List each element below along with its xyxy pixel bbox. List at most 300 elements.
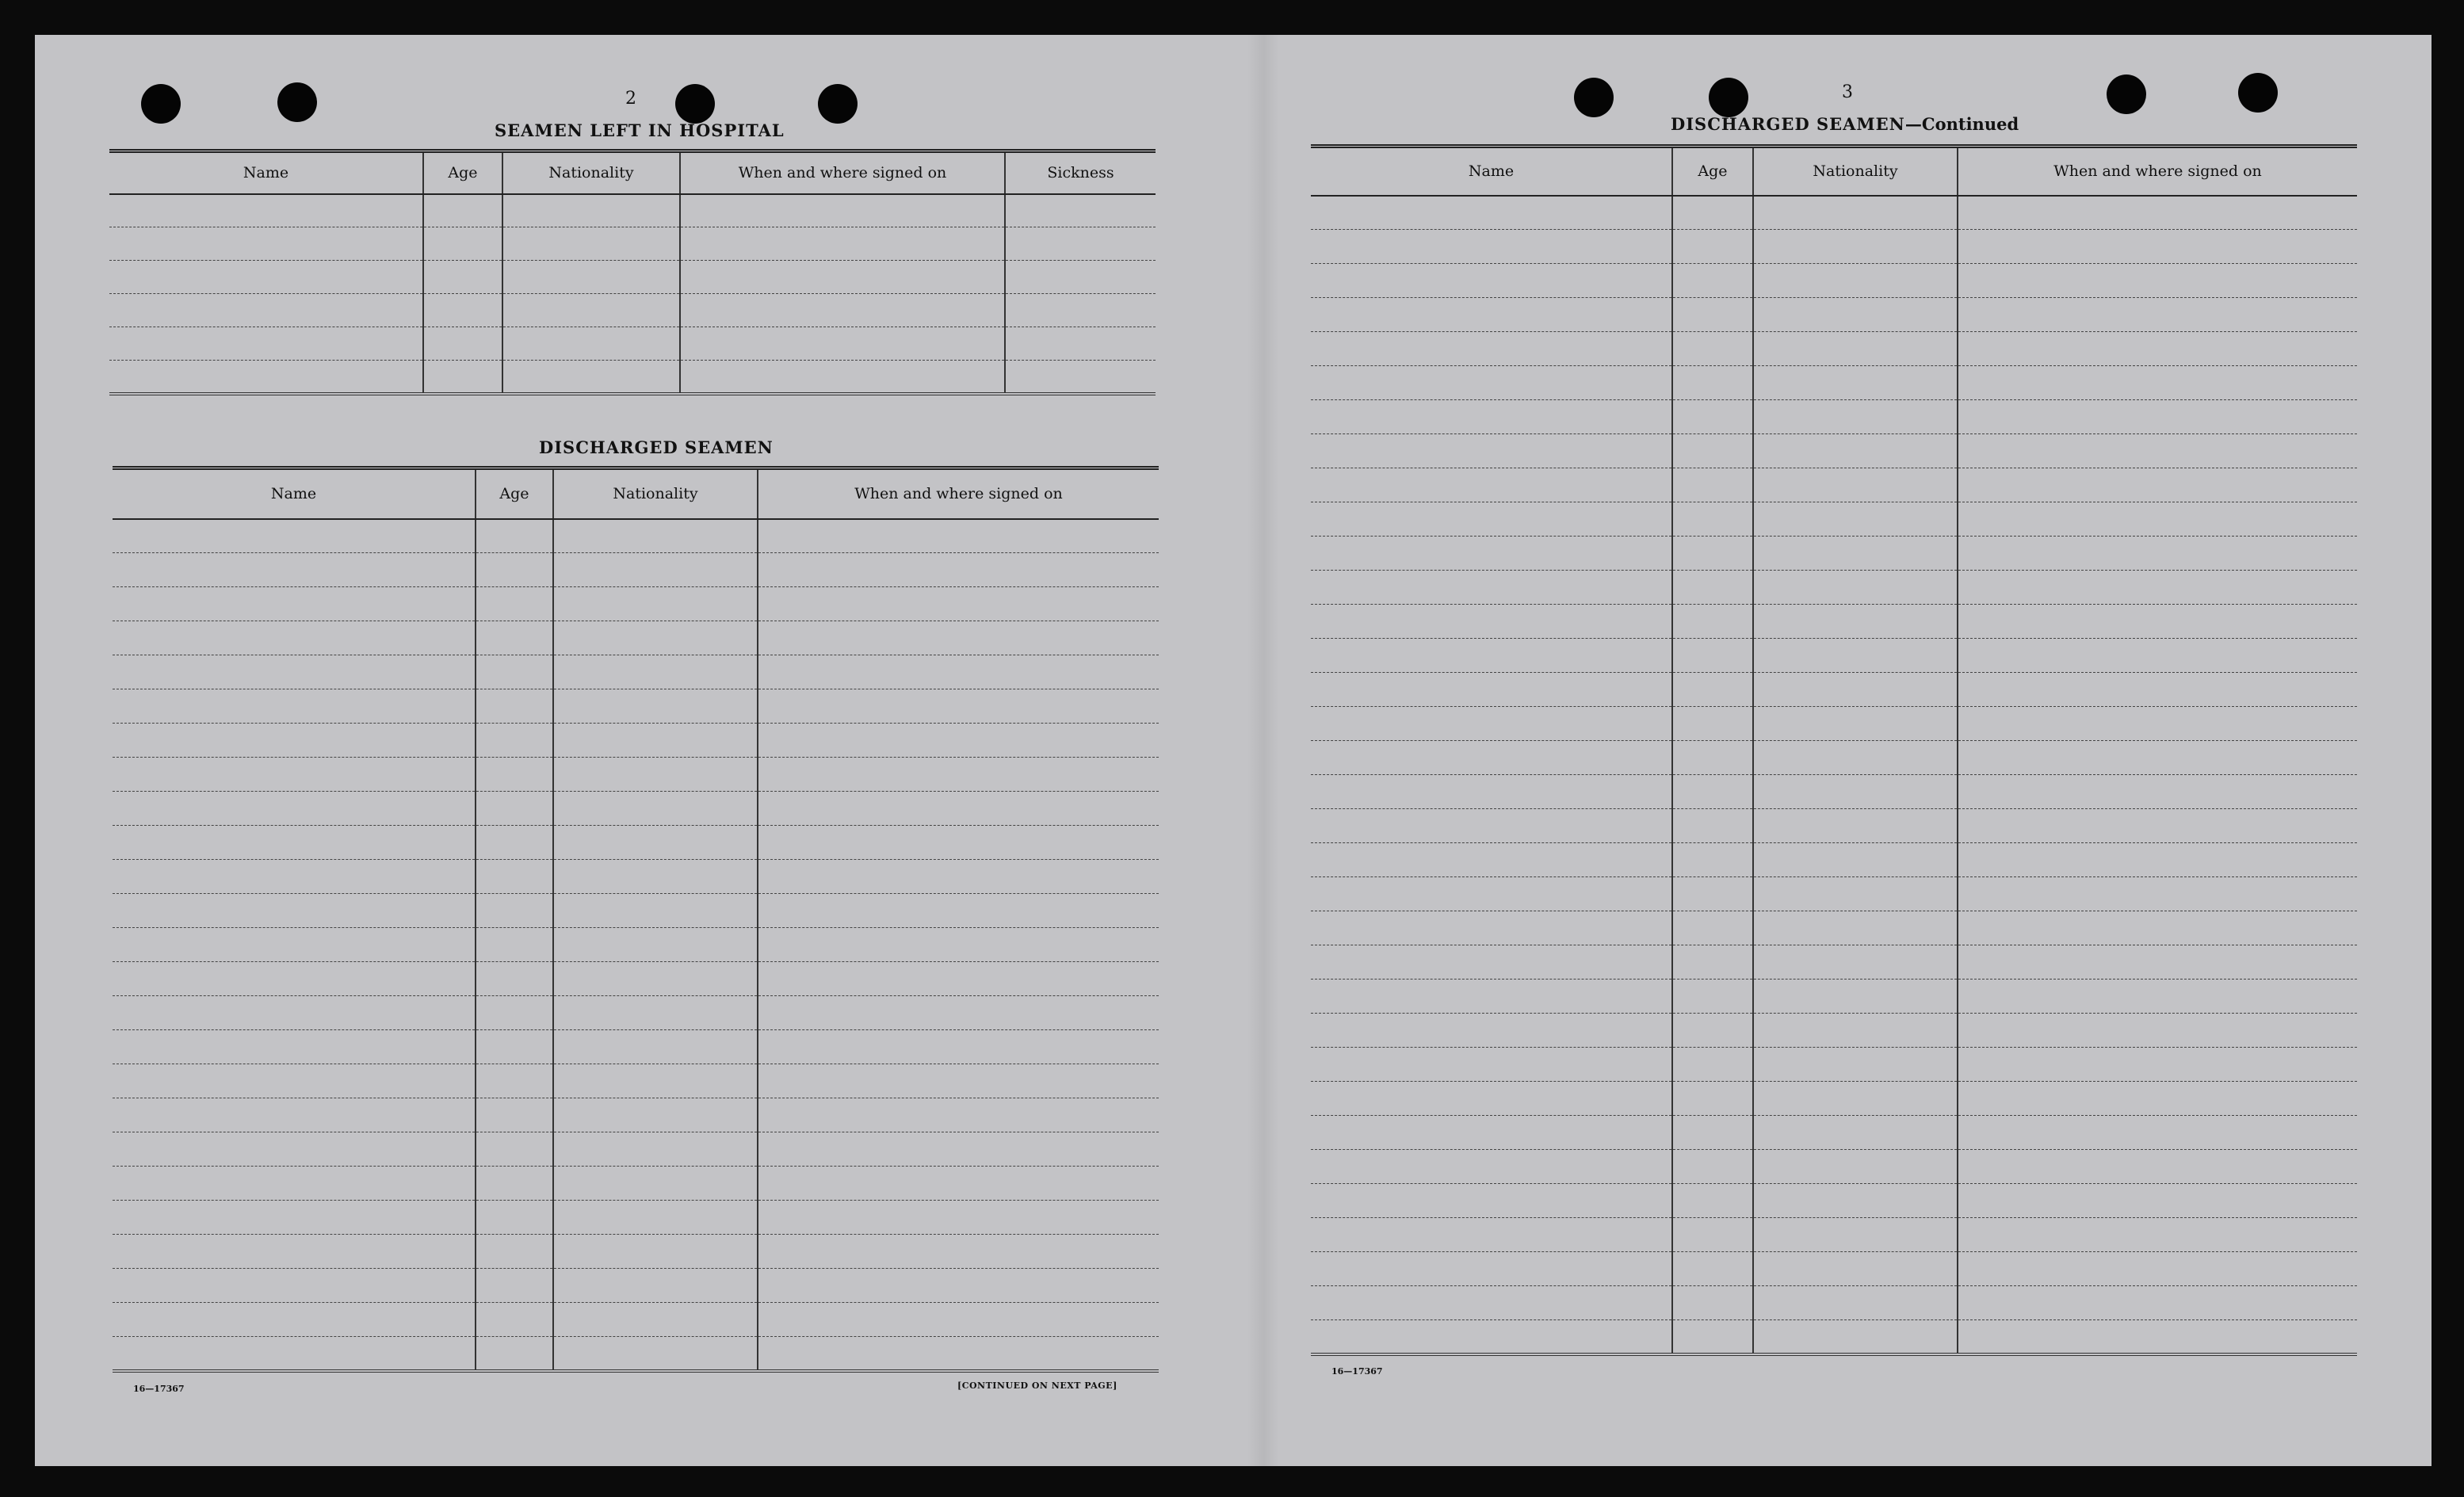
punch-hole bbox=[818, 84, 858, 124]
table-row bbox=[109, 327, 1156, 361]
table-row bbox=[1311, 911, 2357, 945]
blank-cell bbox=[1958, 366, 2357, 400]
blank-cell bbox=[758, 792, 1159, 826]
blank-cell bbox=[1311, 911, 1672, 945]
blank-cell bbox=[1958, 537, 2357, 571]
blank-cell bbox=[1311, 843, 1672, 877]
table-row bbox=[1311, 1184, 2357, 1218]
blank-cell bbox=[113, 860, 476, 894]
blank-cell bbox=[1753, 1286, 1958, 1320]
blank-cell bbox=[1311, 1286, 1672, 1320]
blank-cell bbox=[680, 327, 1005, 361]
blank-cell bbox=[553, 655, 758, 689]
blank-cell bbox=[1672, 1150, 1753, 1184]
table-row bbox=[1311, 537, 2357, 571]
blank-cell bbox=[476, 724, 553, 758]
blank-cell bbox=[1311, 502, 1672, 537]
blank-cell bbox=[1672, 843, 1753, 877]
blank-cell bbox=[502, 294, 680, 327]
blank-cell bbox=[553, 1235, 758, 1269]
table-row bbox=[113, 655, 1159, 689]
table-row bbox=[113, 826, 1159, 860]
blank-cell bbox=[1672, 911, 1753, 945]
blank-cell bbox=[680, 227, 1005, 261]
blank-cell bbox=[113, 894, 476, 928]
blank-cell bbox=[476, 1337, 553, 1371]
blank-cell bbox=[758, 1132, 1159, 1167]
table-row bbox=[113, 1030, 1159, 1064]
blank-cell bbox=[1672, 537, 1753, 571]
blank-cell bbox=[1958, 775, 2357, 809]
column-header-sickness: Sickness bbox=[1005, 151, 1156, 194]
hospital-table bbox=[109, 149, 1156, 395]
blank-cell bbox=[113, 1201, 476, 1235]
blank-cell bbox=[553, 894, 758, 928]
table-row bbox=[113, 519, 1159, 553]
blank-cell bbox=[1958, 945, 2357, 980]
blank-cell bbox=[113, 1167, 476, 1201]
blank-cell bbox=[1672, 980, 1753, 1014]
table-row bbox=[113, 1337, 1159, 1371]
table-row bbox=[109, 227, 1156, 261]
blank-cell bbox=[1672, 230, 1753, 264]
table-row bbox=[1311, 1218, 2357, 1252]
blank-cell bbox=[553, 1030, 758, 1064]
blank-cell bbox=[476, 519, 553, 553]
blank-cell bbox=[1753, 707, 1958, 741]
table-row bbox=[1311, 230, 2357, 264]
blank-cell bbox=[1753, 741, 1958, 775]
blank-cell bbox=[1753, 298, 1958, 332]
table-row bbox=[113, 689, 1159, 724]
table-row bbox=[113, 724, 1159, 758]
blank-cell bbox=[1958, 1184, 2357, 1218]
blank-cell bbox=[1311, 639, 1672, 673]
blank-cell bbox=[1005, 227, 1156, 261]
blank-cell bbox=[553, 860, 758, 894]
blank-cell bbox=[1753, 571, 1958, 605]
blank-cell bbox=[1672, 1184, 1753, 1218]
blank-cell bbox=[1311, 1014, 1672, 1048]
blank-cell bbox=[113, 792, 476, 826]
column-header-nationality: Nationality bbox=[1753, 147, 1958, 196]
blank-cell bbox=[113, 689, 476, 724]
table-row bbox=[1311, 741, 2357, 775]
blank-cell bbox=[758, 1064, 1159, 1098]
blank-cell bbox=[1753, 230, 1958, 264]
table-row bbox=[1311, 673, 2357, 707]
table-row bbox=[1311, 1150, 2357, 1184]
table-row bbox=[1311, 843, 2357, 877]
table-row bbox=[113, 928, 1159, 962]
blank-cell bbox=[1753, 332, 1958, 366]
blank-cell bbox=[476, 1235, 553, 1269]
blank-cell bbox=[1311, 468, 1672, 502]
blank-cell bbox=[553, 1337, 758, 1371]
punch-hole bbox=[2238, 73, 2278, 113]
blank-cell bbox=[1311, 1048, 1672, 1082]
table-row bbox=[1311, 400, 2357, 434]
table-row bbox=[1311, 605, 2357, 639]
blank-cell bbox=[1311, 673, 1672, 707]
blank-cell bbox=[109, 294, 423, 327]
blank-cell bbox=[476, 1269, 553, 1303]
blank-cell bbox=[1311, 400, 1672, 434]
blank-cell bbox=[758, 689, 1159, 724]
blank-cell bbox=[1672, 264, 1753, 298]
blank-cell bbox=[758, 587, 1159, 621]
column-header-nationality: Nationality bbox=[553, 468, 758, 519]
blank-cell bbox=[1958, 911, 2357, 945]
blank-cell bbox=[476, 894, 553, 928]
table-row bbox=[113, 587, 1159, 621]
blank-cell bbox=[1005, 294, 1156, 327]
table-row bbox=[109, 361, 1156, 394]
blank-cell bbox=[113, 1098, 476, 1132]
table-row bbox=[113, 894, 1159, 928]
blank-cell bbox=[680, 294, 1005, 327]
blank-cell bbox=[476, 689, 553, 724]
blank-cell bbox=[109, 361, 423, 394]
column-header-age: Age bbox=[1672, 147, 1753, 196]
blank-cell bbox=[758, 894, 1159, 928]
blank-cell bbox=[476, 1201, 553, 1235]
blank-cell bbox=[1311, 537, 1672, 571]
right-page-number: 3 bbox=[1842, 82, 1853, 102]
blank-cell bbox=[113, 1303, 476, 1337]
column-header-when-and-where-signed-on: When and where signed on bbox=[758, 468, 1159, 519]
blank-cell bbox=[1753, 945, 1958, 980]
blank-cell bbox=[1958, 434, 2357, 468]
blank-cell bbox=[113, 553, 476, 587]
table-row bbox=[113, 792, 1159, 826]
blank-cell bbox=[1753, 911, 1958, 945]
table-row bbox=[113, 1132, 1159, 1167]
blank-cell bbox=[109, 261, 423, 294]
blank-cell bbox=[1958, 1286, 2357, 1320]
table-row bbox=[113, 1167, 1159, 1201]
discharged-table bbox=[113, 466, 1159, 1373]
blank-cell bbox=[1311, 877, 1672, 911]
blank-cell bbox=[113, 621, 476, 655]
blank-cell bbox=[553, 996, 758, 1030]
blank-cell bbox=[1311, 707, 1672, 741]
blank-cell bbox=[1753, 980, 1958, 1014]
blank-cell bbox=[1958, 877, 2357, 911]
blank-cell bbox=[476, 1303, 553, 1337]
discharged-continued-table bbox=[1311, 144, 2357, 1356]
blank-cell bbox=[758, 1030, 1159, 1064]
blank-cell bbox=[1958, 571, 2357, 605]
blank-cell bbox=[1672, 775, 1753, 809]
discharged-continued-title bbox=[1671, 114, 2019, 134]
blank-cell bbox=[758, 928, 1159, 962]
column-header-age: Age bbox=[423, 151, 502, 194]
blank-cell bbox=[1311, 945, 1672, 980]
blank-cell bbox=[758, 1098, 1159, 1132]
blank-cell bbox=[1672, 1082, 1753, 1116]
table-row bbox=[1311, 502, 2357, 537]
blank-cell bbox=[1672, 809, 1753, 843]
blank-cell bbox=[1958, 400, 2357, 434]
blank-cell bbox=[1958, 843, 2357, 877]
blank-cell bbox=[1753, 673, 1958, 707]
blank-cell bbox=[476, 655, 553, 689]
blank-cell bbox=[476, 792, 553, 826]
blank-cell bbox=[758, 860, 1159, 894]
blank-cell bbox=[1311, 809, 1672, 843]
table-row bbox=[1311, 1252, 2357, 1286]
blank-cell bbox=[1958, 332, 2357, 366]
blank-cell bbox=[1753, 1014, 1958, 1048]
blank-cell bbox=[1672, 1252, 1753, 1286]
blank-cell bbox=[113, 1132, 476, 1167]
left-page-number: 2 bbox=[625, 89, 636, 109]
blank-cell bbox=[109, 327, 423, 361]
blank-cell bbox=[1672, 400, 1753, 434]
blank-cell bbox=[423, 294, 502, 327]
blank-cell bbox=[1672, 877, 1753, 911]
table-row bbox=[109, 294, 1156, 327]
blank-cell bbox=[1958, 298, 2357, 332]
blank-cell bbox=[502, 327, 680, 361]
punch-hole bbox=[277, 82, 317, 122]
blank-cell bbox=[553, 689, 758, 724]
blank-cell bbox=[758, 758, 1159, 792]
blank-cell bbox=[1753, 1116, 1958, 1150]
blank-cell bbox=[680, 361, 1005, 394]
blank-cell bbox=[1005, 361, 1156, 394]
table-row bbox=[1311, 298, 2357, 332]
blank-cell bbox=[553, 553, 758, 587]
blank-cell bbox=[1672, 741, 1753, 775]
table-row bbox=[1311, 571, 2357, 605]
blank-cell bbox=[758, 1337, 1159, 1371]
blank-cell bbox=[502, 227, 680, 261]
table-row bbox=[1311, 707, 2357, 741]
blank-cell bbox=[1005, 327, 1156, 361]
blank-cell bbox=[1753, 468, 1958, 502]
blank-cell bbox=[1311, 1252, 1672, 1286]
blank-cell bbox=[553, 1303, 758, 1337]
table-row bbox=[113, 758, 1159, 792]
blank-cell bbox=[1958, 1150, 2357, 1184]
blank-cell bbox=[476, 962, 553, 996]
column-header-age: Age bbox=[476, 468, 553, 519]
blank-cell bbox=[553, 826, 758, 860]
table-row bbox=[1311, 332, 2357, 366]
blank-cell bbox=[113, 655, 476, 689]
blank-cell bbox=[476, 587, 553, 621]
table-row bbox=[113, 553, 1159, 587]
table-row bbox=[113, 1235, 1159, 1269]
blank-cell bbox=[553, 792, 758, 826]
column-header-nationality: Nationality bbox=[502, 151, 680, 194]
blank-cell bbox=[1005, 261, 1156, 294]
blank-cell bbox=[1311, 264, 1672, 298]
blank-cell bbox=[1311, 1116, 1672, 1150]
table-row bbox=[1311, 1014, 2357, 1048]
blank-cell bbox=[1958, 639, 2357, 673]
blank-cell bbox=[1753, 1048, 1958, 1082]
blank-cell bbox=[1311, 741, 1672, 775]
blank-cell bbox=[1672, 639, 1753, 673]
blank-cell bbox=[1311, 775, 1672, 809]
blank-cell bbox=[1672, 605, 1753, 639]
table-row bbox=[1311, 1116, 2357, 1150]
blank-cell bbox=[502, 194, 680, 227]
blank-cell bbox=[109, 227, 423, 261]
blank-cell bbox=[113, 928, 476, 962]
blank-cell bbox=[1672, 298, 1753, 332]
column-header-when-and-where-signed-on: When and where signed on bbox=[680, 151, 1005, 194]
table-row bbox=[113, 1303, 1159, 1337]
blank-cell bbox=[1311, 1218, 1672, 1252]
discharged-continued-title-suffix: —Continued bbox=[1904, 114, 2019, 134]
blank-cell bbox=[758, 1201, 1159, 1235]
blank-cell bbox=[476, 996, 553, 1030]
blank-cell bbox=[553, 587, 758, 621]
blank-cell bbox=[1672, 434, 1753, 468]
blank-cell bbox=[1311, 230, 1672, 264]
discharged-continued-title-main: DISCHARGED SEAMEN bbox=[1671, 114, 1905, 134]
blank-cell bbox=[1311, 366, 1672, 400]
blank-cell bbox=[758, 1303, 1159, 1337]
table-row bbox=[109, 194, 1156, 227]
blank-cell bbox=[476, 621, 553, 655]
blank-cell bbox=[1311, 196, 1672, 230]
table-row bbox=[1311, 264, 2357, 298]
blank-cell bbox=[1672, 1048, 1753, 1082]
blank-cell bbox=[1753, 400, 1958, 434]
blank-cell bbox=[680, 194, 1005, 227]
table-row bbox=[1311, 1320, 2357, 1354]
blank-cell bbox=[113, 519, 476, 553]
blank-cell bbox=[1753, 1150, 1958, 1184]
blank-cell bbox=[1311, 332, 1672, 366]
blank-cell bbox=[758, 1269, 1159, 1303]
blank-cell bbox=[476, 928, 553, 962]
table-row bbox=[1311, 196, 2357, 230]
blank-cell bbox=[1005, 194, 1156, 227]
scanned-document bbox=[35, 35, 2432, 1466]
blank-cell bbox=[1753, 1082, 1958, 1116]
blank-cell bbox=[1753, 264, 1958, 298]
blank-cell bbox=[502, 361, 680, 394]
table-row bbox=[113, 1201, 1159, 1235]
blank-cell bbox=[1753, 502, 1958, 537]
blank-cell bbox=[1753, 1252, 1958, 1286]
blank-cell bbox=[423, 361, 502, 394]
blank-cell bbox=[1672, 1014, 1753, 1048]
blank-cell bbox=[553, 928, 758, 962]
table-row bbox=[1311, 980, 2357, 1014]
hospital-section-title: SEAMEN LEFT IN HOSPITAL bbox=[495, 120, 785, 140]
table-row bbox=[1311, 877, 2357, 911]
left-form-number: 16—17367 bbox=[133, 1384, 185, 1394]
blank-cell bbox=[758, 962, 1159, 996]
blank-cell bbox=[1958, 230, 2357, 264]
blank-cell bbox=[1672, 1320, 1753, 1354]
blank-cell bbox=[553, 621, 758, 655]
table-row bbox=[1311, 945, 2357, 980]
blank-cell bbox=[1311, 1082, 1672, 1116]
blank-cell bbox=[113, 1030, 476, 1064]
blank-cell bbox=[113, 1235, 476, 1269]
blank-cell bbox=[553, 1269, 758, 1303]
blank-cell bbox=[1753, 434, 1958, 468]
blank-cell bbox=[1958, 1116, 2357, 1150]
blank-cell bbox=[1311, 434, 1672, 468]
column-header-name: Name bbox=[1311, 147, 1672, 196]
blank-cell bbox=[113, 758, 476, 792]
blank-cell bbox=[1753, 877, 1958, 911]
blank-cell bbox=[758, 996, 1159, 1030]
punch-hole bbox=[1574, 78, 1614, 117]
blank-cell bbox=[1311, 298, 1672, 332]
blank-cell bbox=[113, 1064, 476, 1098]
blank-cell bbox=[1311, 605, 1672, 639]
table-row bbox=[1311, 775, 2357, 809]
blank-cell bbox=[476, 1132, 553, 1167]
table-row bbox=[1311, 1286, 2357, 1320]
page-gutter bbox=[1247, 35, 1279, 1466]
blank-cell bbox=[1672, 332, 1753, 366]
blank-cell bbox=[758, 553, 1159, 587]
blank-cell bbox=[1958, 502, 2357, 537]
blank-cell bbox=[113, 962, 476, 996]
blank-cell bbox=[1753, 843, 1958, 877]
table-row bbox=[1311, 639, 2357, 673]
blank-cell bbox=[1672, 196, 1753, 230]
blank-cell bbox=[476, 553, 553, 587]
table-row bbox=[113, 1064, 1159, 1098]
blank-cell bbox=[553, 519, 758, 553]
column-header-name: Name bbox=[109, 151, 423, 194]
blank-cell bbox=[113, 1269, 476, 1303]
blank-cell bbox=[1311, 1184, 1672, 1218]
discharged-section-title: DISCHARGED SEAMEN bbox=[539, 437, 774, 457]
blank-cell bbox=[1958, 1252, 2357, 1286]
blank-cell bbox=[1753, 1320, 1958, 1354]
blank-cell bbox=[553, 1098, 758, 1132]
blank-cell bbox=[476, 758, 553, 792]
blank-cell bbox=[113, 826, 476, 860]
table-row bbox=[113, 1098, 1159, 1132]
blank-cell bbox=[1958, 264, 2357, 298]
blank-cell bbox=[758, 1235, 1159, 1269]
blank-cell bbox=[1672, 1286, 1753, 1320]
blank-cell bbox=[758, 1167, 1159, 1201]
blank-cell bbox=[109, 194, 423, 227]
blank-cell bbox=[113, 587, 476, 621]
blank-cell bbox=[1958, 1082, 2357, 1116]
blank-cell bbox=[476, 1098, 553, 1132]
blank-cell bbox=[1672, 502, 1753, 537]
blank-cell bbox=[1958, 196, 2357, 230]
blank-cell bbox=[1311, 1150, 1672, 1184]
table-row bbox=[1311, 468, 2357, 502]
blank-cell bbox=[758, 519, 1159, 553]
continued-note: [CONTINUED ON NEXT PAGE] bbox=[957, 1381, 1117, 1391]
blank-cell bbox=[553, 1201, 758, 1235]
blank-cell bbox=[1753, 1218, 1958, 1252]
blank-cell bbox=[423, 261, 502, 294]
blank-cell bbox=[553, 1132, 758, 1167]
table-row bbox=[113, 621, 1159, 655]
punch-hole bbox=[1709, 78, 1748, 117]
blank-cell bbox=[1958, 741, 2357, 775]
